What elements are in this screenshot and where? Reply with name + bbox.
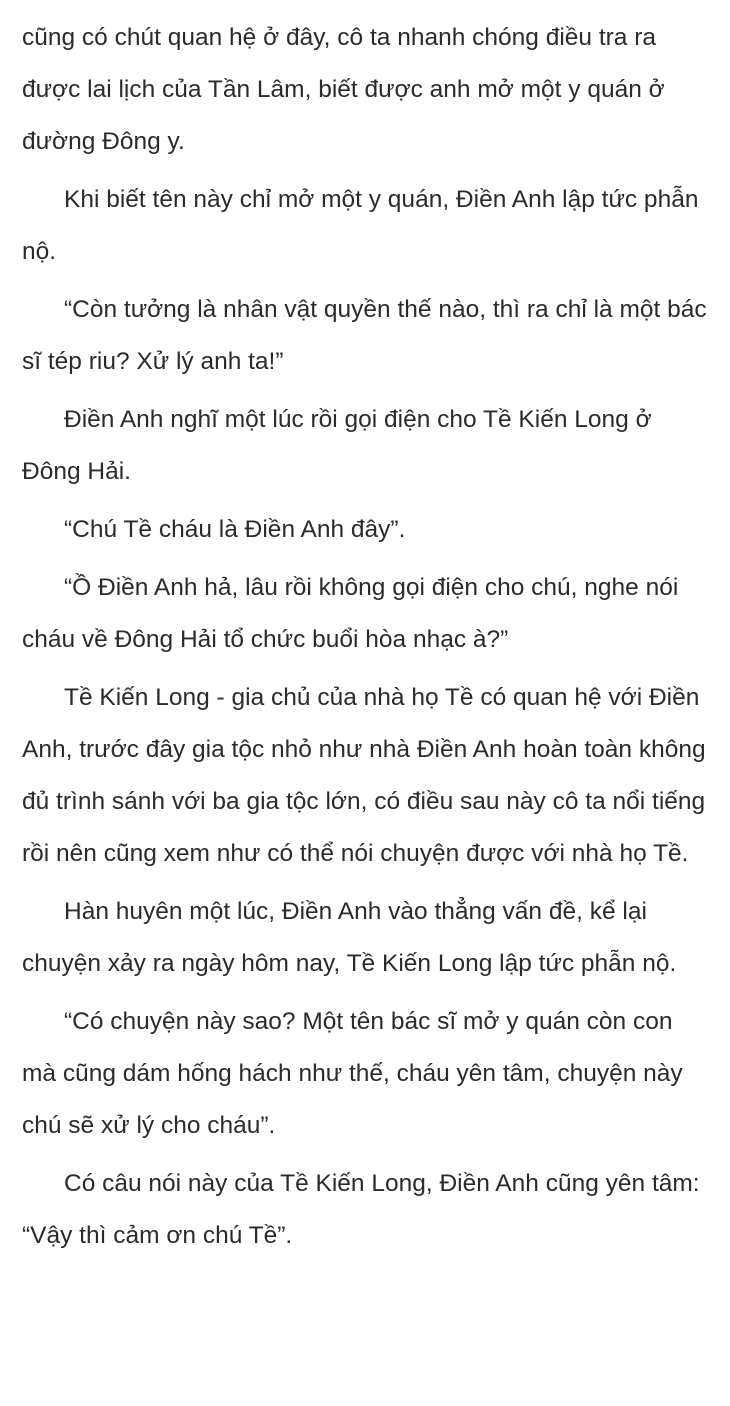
paragraph-7: Tề Kiến Long - gia chủ của nhà họ Tề có quan hệ với Điền Anh, trước đây gia tộc nhỏ như nhà Điền Anh hoàn toàn không đủ trình sánh với ba gia tộc lớn, có điều sau này cô ta nổi tiếng rồi nên cũng xem như có thể nói chuyện được với nhà họ Tề. (22, 684, 706, 867)
cut-off-text-line (22, 0, 322, 4)
paragraph-2: Khi biết tên này chỉ mở một y quán, Điền Anh lập tức phẫn nộ. (22, 186, 699, 265)
paragraph-3: “Còn tưởng là nhân vật quyền thế nào, thì ra chỉ là một bác sĩ tép riu? Xử lý anh ta!” (22, 296, 707, 375)
paragraph-8: Hàn huyên một lúc, Điền Anh vào thẳng vấn đề, kể lại chuyện xảy ra ngày hôm nay, Tề Kiến Long lập tức phẫn nộ. (22, 898, 677, 977)
paragraph-6: “Ồ Điền Anh hả, lâu rồi không gọi điện cho chú, nghe nói cháu về Đông Hải tổ chức buổi hòa nhạc à?” (22, 574, 679, 653)
paragraph-1: cũng có chút quan hệ ở đây, cô ta nhanh chóng điều tra ra được lai lịch của Tần Lâm, biết được anh mở một y quán ở đường Đông y. (22, 24, 665, 155)
article-body (22, 12, 712, 1268)
paragraph-10: Có câu nói này của Tề Kiến Long, Điền Anh cũng yên tâm: “Vậy thì cảm ơn chú Tề”. (22, 1170, 700, 1249)
paragraph-4: Điền Anh nghĩ một lúc rồi gọi điện cho Tề Kiến Long ở Đông Hải. (22, 406, 652, 485)
paragraph-5: “Chú Tề cháu là Điền Anh đây”. (64, 516, 406, 543)
paragraph-9: “Có chuyện này sao? Một tên bác sĩ mở y quán còn con mà cũng dám hống hách như thế, cháu yên tâm, chuyện này chú sẽ xử lý cho cháu”. (22, 1008, 683, 1139)
